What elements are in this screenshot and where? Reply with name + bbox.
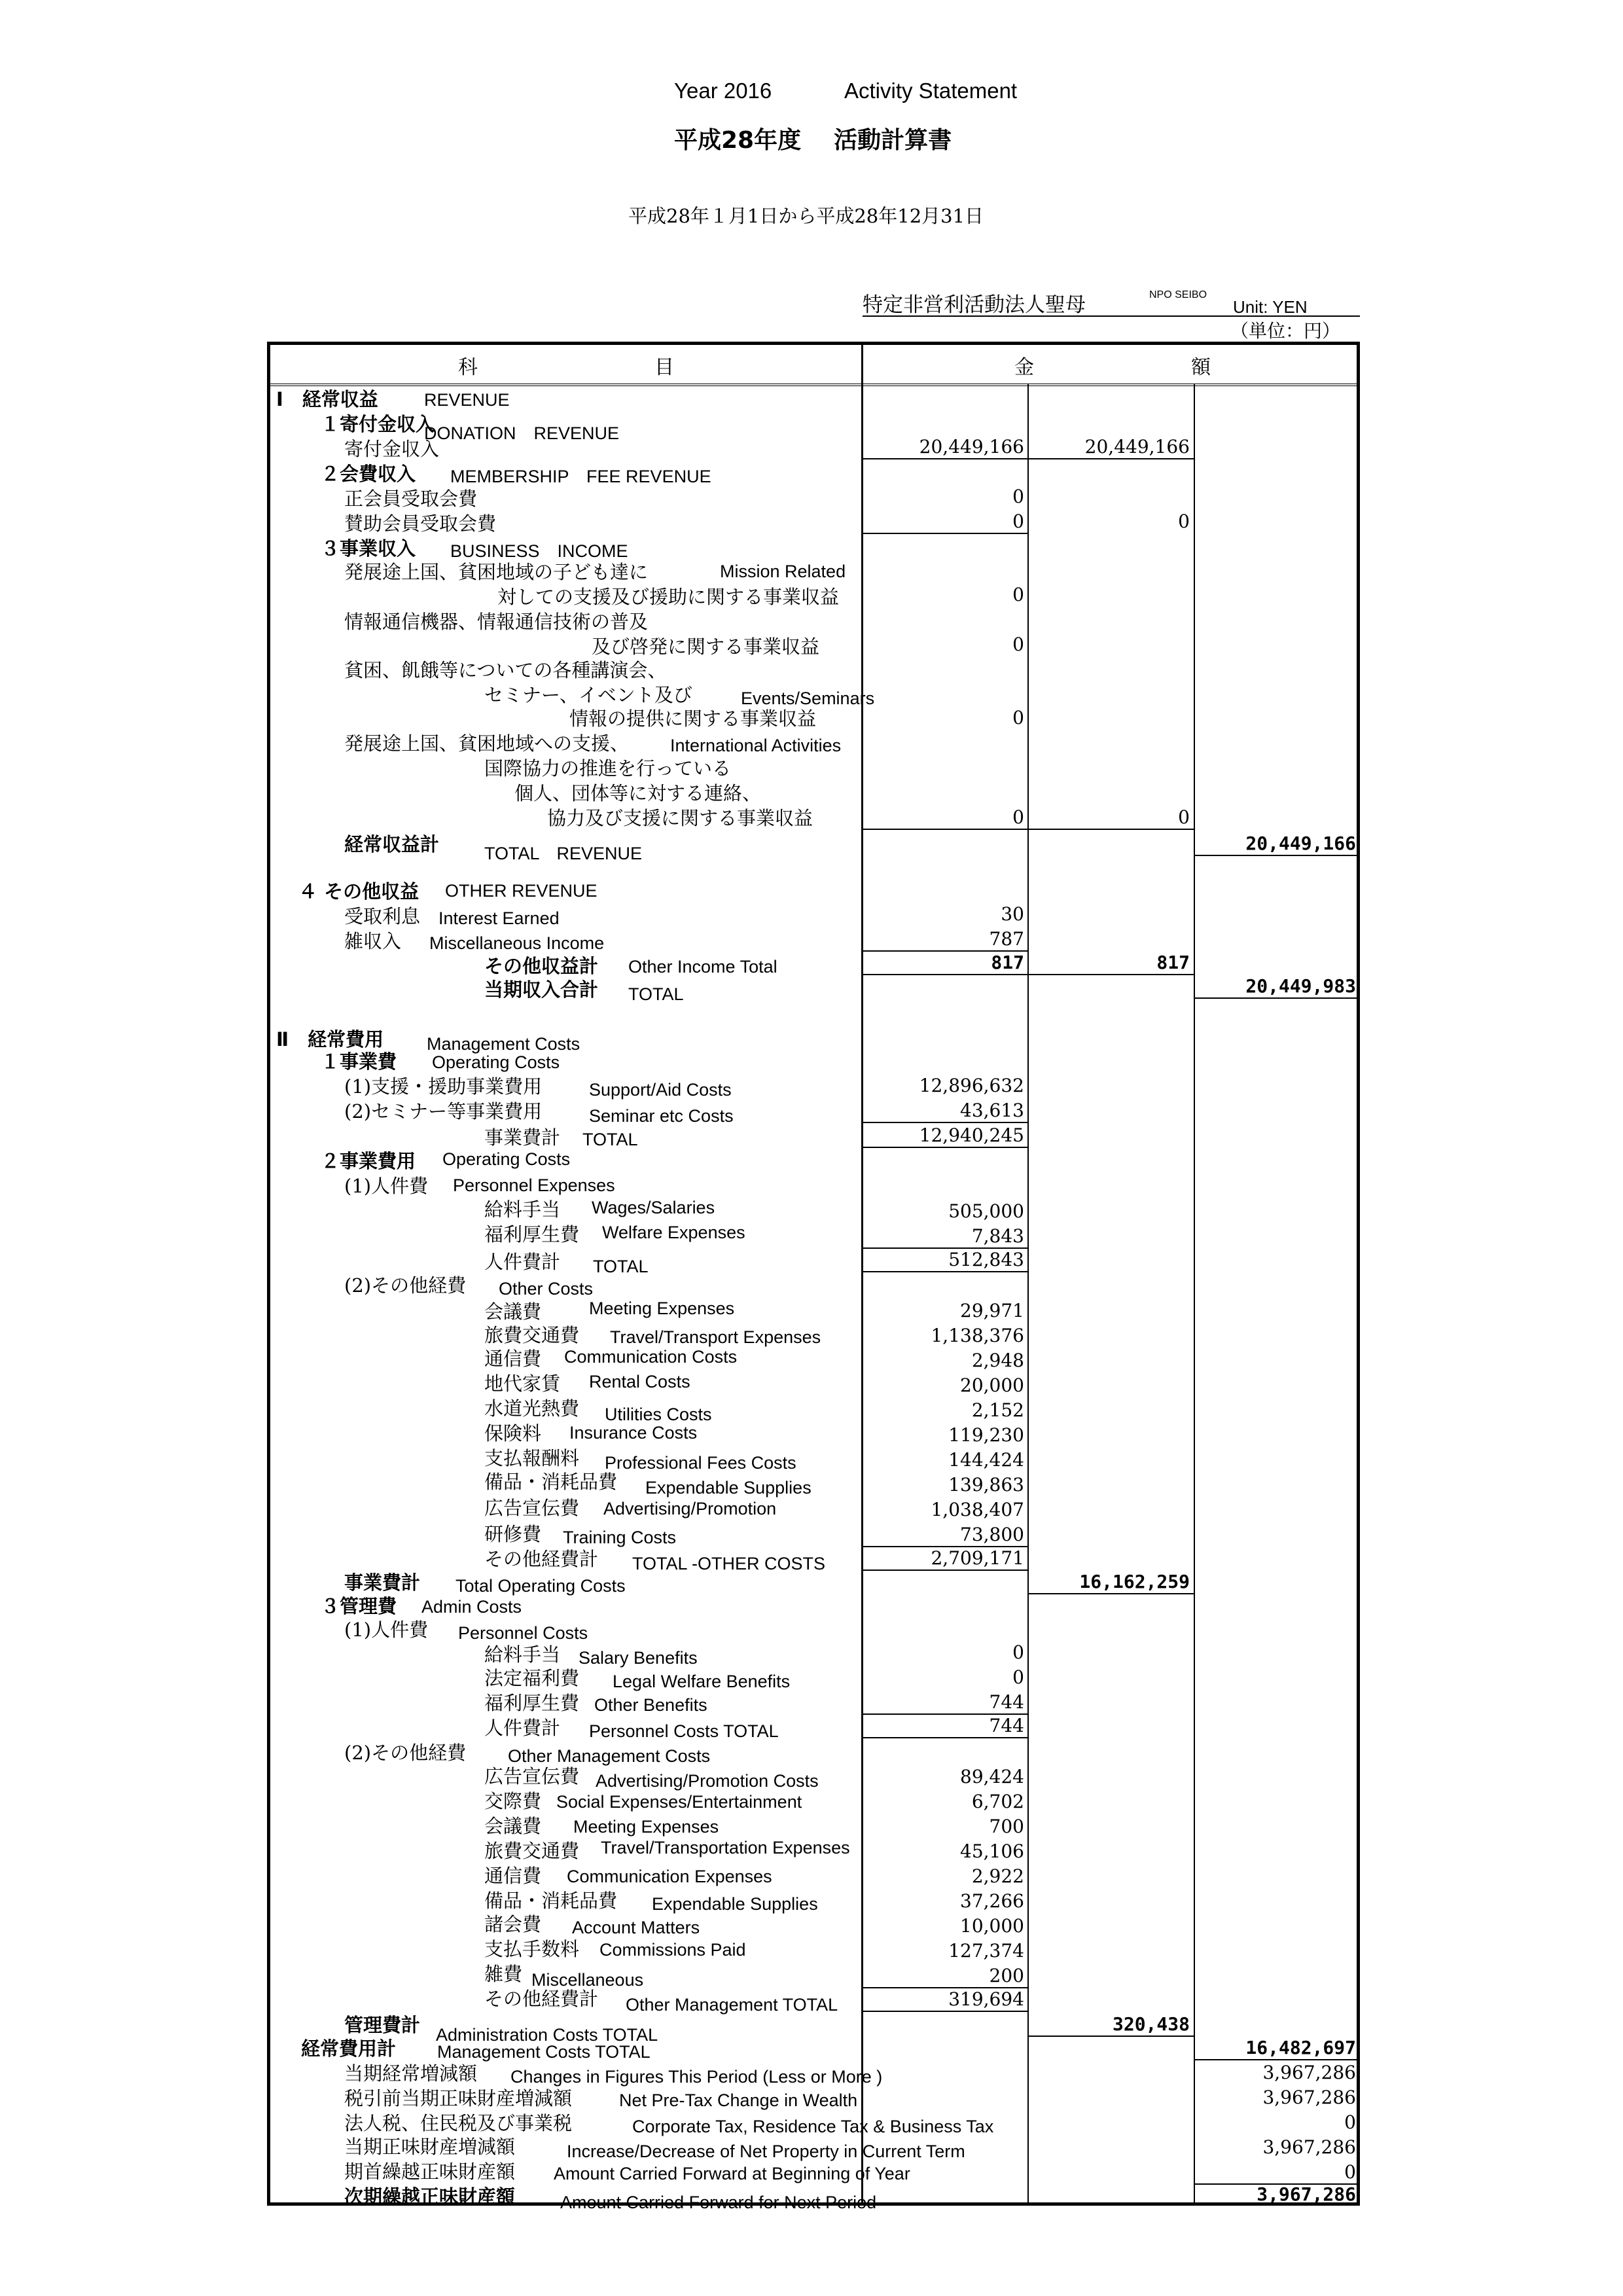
list-item: 通信費 bbox=[484, 1865, 542, 1887]
list-item-amount: 6,702 bbox=[971, 1791, 1024, 1812]
biz3-line1: 貧困、飢餓等についての各種講演会、 bbox=[344, 659, 667, 681]
list-item-en: Advertising/Promotion Costs bbox=[596, 1771, 819, 1791]
op-heading: １事業費 bbox=[321, 1050, 397, 1073]
biz1-amount: 0 bbox=[1012, 584, 1024, 605]
seminar-cost-amount: 43,613 bbox=[960, 1100, 1024, 1121]
list-item-en: Travel/Transport Expenses bbox=[610, 1327, 821, 1347]
rule bbox=[863, 1737, 1027, 1738]
other-income-total-a: 817 bbox=[991, 952, 1024, 973]
supporting-member: 賛助会員受取会費 bbox=[344, 512, 497, 535]
admin-other-total-amount: 319,694 bbox=[948, 1988, 1024, 2010]
list-item: 地代家賃 bbox=[484, 1372, 561, 1395]
donation-heading: １寄付金収入 bbox=[321, 413, 435, 435]
personnel-heading-en: Personnel Expenses bbox=[453, 1175, 615, 1195]
op-grand-total-en: Total Operating Costs bbox=[455, 1576, 626, 1596]
list-item: 旅費交通費 bbox=[484, 1840, 580, 1862]
list-item: 備品・消耗品費 bbox=[484, 1471, 618, 1493]
rule bbox=[863, 1122, 1027, 1123]
header-subject-2: 目 bbox=[654, 356, 674, 379]
business-total: 0 bbox=[1178, 806, 1190, 828]
rule bbox=[1029, 2036, 1194, 2037]
business-heading-en: BUSINESS INCOME bbox=[450, 541, 628, 561]
legal-welfare: 法定福利費 bbox=[484, 1667, 580, 1689]
rule bbox=[1029, 1593, 1194, 1594]
list-item: 交際費 bbox=[484, 1790, 542, 1812]
rule bbox=[863, 829, 1027, 830]
list-item-en: Expendable Supplies bbox=[652, 1894, 818, 1914]
op-grand-total: 事業費計 bbox=[344, 1571, 421, 1594]
donation-amount-a: 20,449,166 bbox=[919, 436, 1024, 457]
org-en: NPO SEIBO bbox=[1149, 289, 1207, 300]
revenue-section: Ⅰ 経常収益 bbox=[276, 388, 378, 410]
interest-amount: 30 bbox=[1001, 903, 1024, 925]
op-total-en: TOTAL bbox=[582, 1130, 638, 1149]
list-item-amount: 45,106 bbox=[960, 1840, 1024, 1862]
membership-heading-en: MEMBERSHIP FEE REVENUE bbox=[450, 467, 711, 486]
list-item: 通信費 bbox=[484, 1348, 542, 1370]
op2-heading-en: Operating Costs bbox=[442, 1149, 571, 1169]
revenue-section-en: REVENUE bbox=[424, 390, 510, 410]
admin-personnel-heading-en: Personnel Costs bbox=[458, 1623, 588, 1643]
period-income-total-en: TOTAL bbox=[628, 984, 684, 1004]
membership-heading: ２会費収入 bbox=[321, 463, 416, 485]
biz3-en: Events/Seminars bbox=[741, 689, 875, 708]
summary-item: 当期正味財産増減額 bbox=[344, 2136, 516, 2158]
biz1-line1: 発展途上国、貧困地域の子ども達に bbox=[344, 561, 649, 583]
unit-en: Unit: YEN bbox=[1233, 297, 1308, 317]
summary-item-en: Changes in Figures This Period (Less or More ) bbox=[510, 2067, 883, 2087]
op-heading-en: Operating Costs bbox=[432, 1052, 560, 1072]
summary-item-en: Amount Carried Forward for Next Period bbox=[560, 2193, 877, 2212]
list-item: 会議費 bbox=[484, 1300, 542, 1323]
header-amount-2: 額 bbox=[1191, 356, 1211, 379]
biz4-line2: 国際協力の推進を行っている bbox=[484, 757, 732, 780]
other-income-total-en: Other Income Total bbox=[628, 957, 777, 977]
admin-heading: ３管理費 bbox=[321, 1595, 397, 1617]
statement-en: Activity Statement bbox=[844, 79, 1018, 103]
biz4-line1: 発展途上国、貧困地域への支援、 bbox=[344, 732, 630, 755]
donation-heading-en: DONATION REVENUE bbox=[424, 423, 620, 443]
list-item-amount: 2,152 bbox=[971, 1399, 1024, 1421]
summary-item-en: Amount Carried Forward at Beginning of Year bbox=[554, 2164, 910, 2183]
list-item: 会議費 bbox=[484, 1815, 542, 1837]
rule bbox=[1195, 2059, 1357, 2060]
period-income-total-amount: 20,449,983 bbox=[1245, 975, 1356, 997]
list-item: 保険料 bbox=[484, 1422, 542, 1444]
list-item-amount: 2,948 bbox=[971, 1350, 1024, 1371]
donation-item: 寄付金収入 bbox=[344, 438, 440, 460]
unit-jp: （単位：円） bbox=[1230, 320, 1341, 342]
rule bbox=[1029, 458, 1194, 459]
list-item: 備品・消耗品費 bbox=[484, 1890, 618, 1912]
biz2-line2: 及び啓発に関する事業収益 bbox=[592, 636, 820, 658]
legal-welfare-amount: 0 bbox=[1012, 1666, 1024, 1688]
summary-item: 次期繰越正味財産額 bbox=[344, 2185, 516, 2208]
biz2-amount: 0 bbox=[1012, 634, 1024, 655]
title-japanese bbox=[674, 122, 952, 155]
admin-personnel-total-amount: 744 bbox=[989, 1715, 1024, 1736]
other-benefits-amount: 744 bbox=[989, 1691, 1024, 1713]
personnel-total-amount: 512,843 bbox=[948, 1249, 1024, 1270]
list-item: 支払手数料 bbox=[484, 1938, 580, 1960]
summary-item: 法人税、住民税及び事業税 bbox=[344, 2112, 573, 2134]
other-costs-total-en: TOTAL -OTHER COSTS bbox=[632, 1554, 826, 1573]
rule bbox=[1029, 829, 1194, 830]
list-item-en: Meeting Expenses bbox=[573, 1817, 719, 1837]
statement-jp: 活動計算書 bbox=[834, 127, 952, 154]
org-jp: 特定非営利活動法人聖母 bbox=[863, 293, 1086, 317]
biz4-line4: 協力及び支援に関する事業収益 bbox=[547, 807, 813, 829]
summary-item-amount: 3,967,286 bbox=[1257, 2183, 1356, 2205]
admin-other-total: その他経費計 bbox=[484, 1988, 599, 2010]
summary-item-amount: 3,967,286 bbox=[1262, 2062, 1356, 2083]
legal-welfare-en: Legal Welfare Benefits bbox=[613, 1672, 791, 1691]
other-benefits-en: Other Benefits bbox=[594, 1695, 707, 1715]
costs-grand-total: 経常費用計 bbox=[301, 2037, 397, 2060]
biz1-line2: 対しての支援及び援助に関する事業収益 bbox=[497, 586, 840, 608]
wages-amount: 505,000 bbox=[948, 1200, 1024, 1222]
list-item-amount: 89,424 bbox=[960, 1766, 1024, 1787]
admin-personnel-heading: (1)人件費 bbox=[344, 1619, 429, 1641]
list-item-en: Travel/Transportation Expenses bbox=[601, 1838, 850, 1857]
interest-item: 受取利息 bbox=[344, 905, 421, 927]
regular-member: 正会員受取会費 bbox=[344, 488, 478, 510]
list-item-en: Commissions Paid bbox=[599, 1940, 746, 1960]
misc-income-amount: 787 bbox=[989, 928, 1024, 950]
rule bbox=[863, 533, 1027, 534]
list-item-en: Insurance Costs bbox=[569, 1423, 698, 1443]
other-costs-total: その他経費計 bbox=[484, 1548, 599, 1570]
list-item-amount: 119,230 bbox=[948, 1424, 1024, 1446]
salary-en: Salary Benefits bbox=[579, 1648, 698, 1668]
list-item-amount: 73,800 bbox=[960, 1524, 1024, 1545]
admin-other-heading: (2)その他経費 bbox=[344, 1742, 467, 1764]
other-costs-heading-en: Other Costs bbox=[499, 1279, 594, 1299]
membership-total: 0 bbox=[1178, 511, 1190, 532]
list-item-amount: 37,266 bbox=[960, 1890, 1024, 1912]
admin-other-total-en: Other Management TOTAL bbox=[626, 1995, 838, 2015]
list-item: 諸会費 bbox=[484, 1913, 542, 1935]
welfare-amount: 7,843 bbox=[971, 1225, 1024, 1247]
header-subject-1: 科 bbox=[458, 356, 478, 379]
list-item-amount: 144,424 bbox=[948, 1449, 1024, 1471]
other-revenue-heading: ４ その他収益 bbox=[298, 880, 419, 903]
salary-amount: 0 bbox=[1012, 1641, 1024, 1663]
op2-heading: ２事業費用 bbox=[321, 1150, 416, 1172]
list-item-en: Advertising/Promotion bbox=[603, 1499, 777, 1518]
admin-personnel-total: 人件費計 bbox=[484, 1717, 561, 1739]
revenue-total-en: TOTAL REVENUE bbox=[484, 844, 643, 863]
list-item-en: Rental Costs bbox=[589, 1372, 690, 1391]
rule bbox=[863, 1271, 1027, 1272]
welfare-en: Welfare Expenses bbox=[602, 1223, 745, 1242]
admin-other-heading-en: Other Management Costs bbox=[508, 1746, 711, 1766]
other-costs-total-amount: 2,709,171 bbox=[931, 1547, 1024, 1569]
list-item-amount: 1,038,407 bbox=[931, 1499, 1024, 1520]
list-item-en: Account Matters bbox=[572, 1918, 700, 1937]
admin-total-amount: 320,438 bbox=[1112, 2013, 1190, 2035]
seminar-cost: (2)セミナー等事業費用 bbox=[344, 1100, 543, 1122]
other-benefits: 福利厚生費 bbox=[484, 1692, 580, 1714]
costs-grand-total-en: Management Costs TOTAL bbox=[437, 2042, 651, 2062]
list-item-en: Miscellaneous bbox=[531, 1970, 644, 1990]
biz3-amount: 0 bbox=[1012, 707, 1024, 728]
other-revenue-heading-en: OTHER REVENUE bbox=[445, 881, 597, 901]
list-item-amount: 127,374 bbox=[948, 1940, 1024, 1962]
regular-member-amount: 0 bbox=[1012, 486, 1024, 507]
op-total: 事業費計 bbox=[484, 1126, 561, 1149]
list-item: 広告宣伝費 bbox=[484, 1497, 580, 1519]
personnel-heading: (1)人件費 bbox=[344, 1175, 429, 1197]
summary-item-amount: 3,967,286 bbox=[1262, 2136, 1356, 2158]
seminar-cost-en: Seminar etc Costs bbox=[589, 1106, 734, 1126]
period: 平成28年１月1日から平成28年12月31日 bbox=[628, 205, 984, 227]
summary-item-amount: 0 bbox=[1344, 2161, 1356, 2183]
summary-item: 期首繰越正味財産額 bbox=[344, 2161, 516, 2183]
other-income-total: その他収益計 bbox=[484, 955, 599, 977]
biz1-en: Mission Related bbox=[720, 562, 846, 581]
list-item-en: Social Expenses/Entertainment bbox=[556, 1792, 802, 1812]
rule bbox=[863, 1570, 1027, 1571]
column-divider-3 bbox=[1194, 384, 1195, 2206]
list-item: 広告宣伝費 bbox=[484, 1765, 580, 1787]
biz2-line1: 情報通信機器、情報通信技術の普及 bbox=[344, 611, 649, 633]
list-item-amount: 139,863 bbox=[948, 1474, 1024, 1496]
rule bbox=[863, 1147, 1027, 1148]
summary-item-en: Increase/Decrease of Net Property in Current Term bbox=[567, 2142, 965, 2161]
summary-item-amount: 3,967,286 bbox=[1262, 2087, 1356, 2108]
column-divider-1 bbox=[861, 342, 863, 2206]
list-item: 研修費 bbox=[484, 1523, 542, 1545]
list-item-amount: 200 bbox=[989, 1965, 1024, 1986]
list-item-amount: 29,971 bbox=[960, 1300, 1024, 1321]
support-cost-en: Support/Aid Costs bbox=[589, 1080, 732, 1100]
op-grand-total-amount: 16,162,259 bbox=[1079, 1571, 1190, 1592]
biz4-line3: 個人、団体等に対する連絡、 bbox=[514, 782, 762, 804]
list-item-en: Utilities Costs bbox=[605, 1405, 712, 1424]
rule bbox=[1029, 974, 1194, 975]
revenue-total: 経常収益計 bbox=[344, 833, 440, 855]
list-item: 水道光熱費 bbox=[484, 1397, 580, 1420]
supporting-member-amount: 0 bbox=[1012, 511, 1024, 532]
list-item-en: Meeting Expenses bbox=[589, 1299, 735, 1318]
misc-income-en: Miscellaneous Income bbox=[429, 933, 605, 953]
admin-total: 管理費計 bbox=[344, 2014, 421, 2036]
list-item: 旅費交通費 bbox=[484, 1324, 580, 1346]
rule bbox=[863, 2011, 1027, 2012]
summary-item-en: Net Pre-Tax Change in Wealth bbox=[619, 2090, 858, 2110]
list-item-en: Professional Fees Costs bbox=[605, 1453, 796, 1473]
wages-en: Wages/Salaries bbox=[592, 1198, 715, 1217]
list-item-amount: 10,000 bbox=[960, 1915, 1024, 1937]
business-heading: ３事業収入 bbox=[321, 537, 416, 560]
summary-item-amount: 0 bbox=[1344, 2111, 1356, 2133]
support-cost: (1)支援・援助事業費用 bbox=[344, 1075, 543, 1098]
header-divider bbox=[267, 384, 1360, 386]
summary-item-en: Corporate Tax, Residence Tax & Business Tax bbox=[632, 2117, 994, 2136]
costs-section: Ⅱ 経常費用 bbox=[276, 1028, 384, 1050]
interest-item-en: Interest Earned bbox=[438, 908, 560, 928]
salary: 給料手当 bbox=[484, 1643, 561, 1666]
rule bbox=[1195, 855, 1357, 856]
list-item: 支払報酬料 bbox=[484, 1447, 580, 1469]
admin-personnel-total-en: Personnel Costs TOTAL bbox=[589, 1721, 779, 1741]
other-income-total-b: 817 bbox=[1156, 952, 1190, 973]
year-en: Year 2016 bbox=[674, 79, 772, 103]
list-item-amount: 2,922 bbox=[971, 1865, 1024, 1887]
list-item-amount: 1,138,376 bbox=[931, 1325, 1024, 1346]
summary-item: 税引前当期正味財産増減額 bbox=[344, 2087, 573, 2109]
misc-income: 雑収入 bbox=[344, 930, 402, 952]
period-income-total: 当期収入合計 bbox=[484, 978, 599, 1001]
biz4-en: International Activities bbox=[670, 736, 842, 755]
rule bbox=[863, 458, 1027, 459]
donation-amount-b: 20,449,166 bbox=[1084, 436, 1190, 457]
list-item-en: Communication Costs bbox=[564, 1347, 738, 1367]
summary-item: 当期経常増減額 bbox=[344, 2062, 478, 2085]
costs-section-en: Management Costs bbox=[427, 1034, 580, 1054]
list-item-amount: 700 bbox=[989, 1816, 1024, 1837]
list-item-en: Training Costs bbox=[563, 1528, 677, 1547]
year-jp: 平成28年度 bbox=[674, 127, 802, 154]
wages: 給料手当 bbox=[484, 1198, 561, 1221]
list-item-amount: 20,000 bbox=[960, 1374, 1024, 1396]
title-english bbox=[674, 79, 1067, 103]
personnel-total: 人件費計 bbox=[484, 1251, 561, 1273]
list-item-en: Expendable Supplies bbox=[645, 1478, 812, 1498]
list-item: 雑費 bbox=[484, 1963, 523, 1985]
support-cost-amount: 12,896,632 bbox=[919, 1075, 1024, 1096]
op-total-amount: 12,940,245 bbox=[919, 1124, 1024, 1146]
biz3-line3: 情報の提供に関する事業収益 bbox=[569, 708, 817, 730]
organization bbox=[863, 288, 1360, 317]
welfare: 福利厚生費 bbox=[484, 1223, 580, 1246]
rule bbox=[863, 974, 1027, 975]
admin-total-en: Administration Costs TOTAL bbox=[436, 2025, 658, 2045]
list-item-en: Communication Expenses bbox=[567, 1867, 772, 1886]
biz3-line2: セミナー、イベント及び bbox=[484, 684, 692, 706]
column-divider-2 bbox=[1027, 384, 1029, 2206]
costs-grand-total-amount: 16,482,697 bbox=[1245, 2037, 1356, 2058]
rule bbox=[1195, 997, 1357, 999]
other-costs-heading: (2)その他経費 bbox=[344, 1274, 467, 1297]
header-amount-1: 金 bbox=[1014, 356, 1034, 379]
revenue-total-amount: 20,449,166 bbox=[1245, 833, 1356, 854]
admin-heading-en: Admin Costs bbox=[421, 1597, 522, 1617]
biz4-amount: 0 bbox=[1012, 806, 1024, 828]
personnel-total-en: TOTAL bbox=[593, 1257, 649, 1276]
